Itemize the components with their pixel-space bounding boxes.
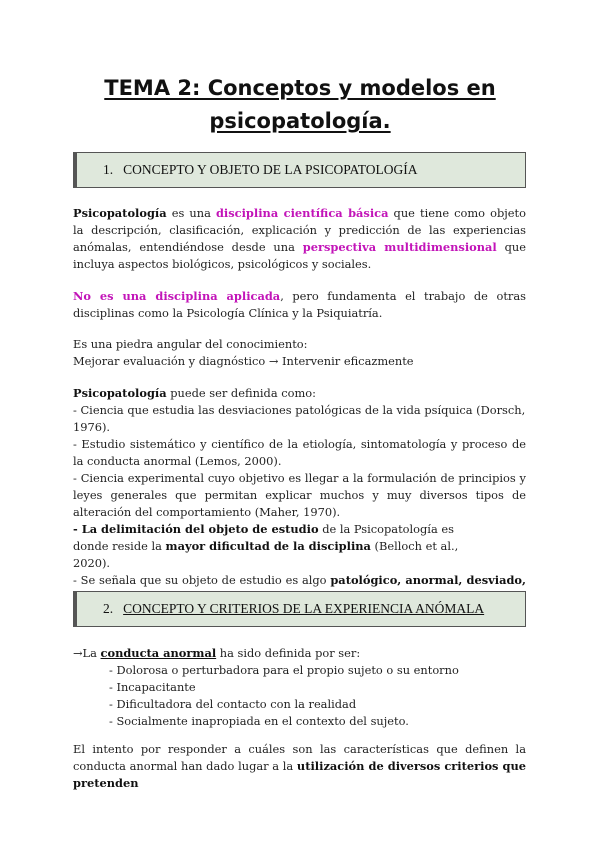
section-1-number: 1. bbox=[103, 162, 114, 177]
bold-run: patológico, anormal, desviado, bbox=[330, 573, 526, 587]
section-1-heading bbox=[73, 152, 526, 188]
list-item: - Socialmente inapropiada en el contexto del sujeto. bbox=[109, 714, 409, 728]
term-psicopatologia: Psicopatología bbox=[73, 206, 167, 220]
text-run: que incluya aspectos biológicos, psicológicos y sociales. bbox=[73, 240, 526, 271]
text-line: Mejorar evaluación y diagnóstico → Intervenir eficazmente bbox=[73, 354, 414, 368]
page-title-line-1: TEMA 2: Conceptos y modelos en bbox=[104, 76, 496, 100]
list-item: - Incapacitante bbox=[109, 680, 196, 694]
paragraph-cornerstone bbox=[73, 336, 526, 370]
highlight-perspectiva: perspectiva multidimensional bbox=[302, 240, 497, 254]
list-item: - Dolorosa o perturbadora para el propio sujeto o su entorno bbox=[109, 663, 459, 677]
text-run: →La bbox=[73, 646, 101, 660]
page-title-line-2: psicopatología. bbox=[209, 109, 391, 133]
text-line: 2020). bbox=[73, 556, 111, 570]
text-run: puede ser definida como: bbox=[166, 386, 316, 400]
section-1-title: CONCEPTO Y OBJETO DE LA PSICOPATOLOGÍA bbox=[123, 162, 418, 177]
definition-item: - Ciencia que estudia las desviaciones patológicas de la vida psíquica (Dorsch, 1976). bbox=[73, 403, 526, 434]
section-2-title: CONCEPTO Y CRITERIOS DE LA EXPERIENCIA ANÓMALA bbox=[123, 601, 485, 616]
text-run: que tiene como objeto la descripción, clasificación, explicación y predicción de las experiencias anómalas, entendiéndose desde una bbox=[73, 206, 526, 254]
term-psicopatologia: Psicopatología bbox=[73, 386, 167, 400]
text-run: - Se señala que su objeto de estudio es algo bbox=[73, 573, 331, 587]
bold-run: - La delimitación del objeto de estudio bbox=[73, 522, 319, 536]
text-run: es una bbox=[166, 206, 216, 220]
text-run: de la Psicopatología es bbox=[318, 522, 454, 536]
definition-item: - Estudio sistemático y científico de la etiología, sintomatología y proceso de la conducta anormal (Lemos, 2000). bbox=[73, 437, 526, 468]
text-run: El intento por responder a cuáles son las características que definen la conducta anormal han dado lugar a la bbox=[73, 742, 526, 773]
paragraph-not-applied bbox=[73, 288, 526, 322]
definition-item: - Ciencia experimental cuyo objetivo es llegar a la formulación de principios y leyes generales que permitan explicar muchos y muy diversos tipos de alteración del comportamiento (Maher, 1970). bbox=[73, 471, 526, 519]
bold-run: mayor dificultad de la disciplina bbox=[165, 539, 371, 553]
highlight-no-aplicada: No es una disciplina aplicada bbox=[73, 289, 281, 303]
text-line: Es una piedra angular del conocimiento: bbox=[73, 337, 308, 351]
page-title bbox=[0, 72, 600, 138]
paragraph-definition bbox=[73, 205, 526, 273]
term-conducta-anormal: conducta anormal bbox=[100, 646, 217, 660]
text-run: (Belloch et al., bbox=[370, 539, 459, 553]
paragraph-criteria bbox=[73, 741, 526, 792]
text-run: donde reside la bbox=[73, 539, 166, 553]
text-run: ha sido definida por ser: bbox=[216, 646, 361, 660]
highlight-disciplina-cientifica: disciplina científica básica bbox=[215, 206, 389, 220]
text-run: , pero fundamenta el trabajo de otras disciplinas como la Psicología Clínica y la Psiquiatría. bbox=[73, 289, 526, 320]
section-2-heading bbox=[73, 591, 526, 627]
paragraph-abnormal-behavior bbox=[73, 645, 526, 730]
bold-run: utilización de diversos criterios que pretenden bbox=[73, 759, 526, 790]
section-2-number: 2. bbox=[103, 601, 114, 616]
list-item: - Dificultadora del contacto con la realidad bbox=[109, 697, 357, 711]
paragraph-definitions-list bbox=[73, 385, 526, 606]
